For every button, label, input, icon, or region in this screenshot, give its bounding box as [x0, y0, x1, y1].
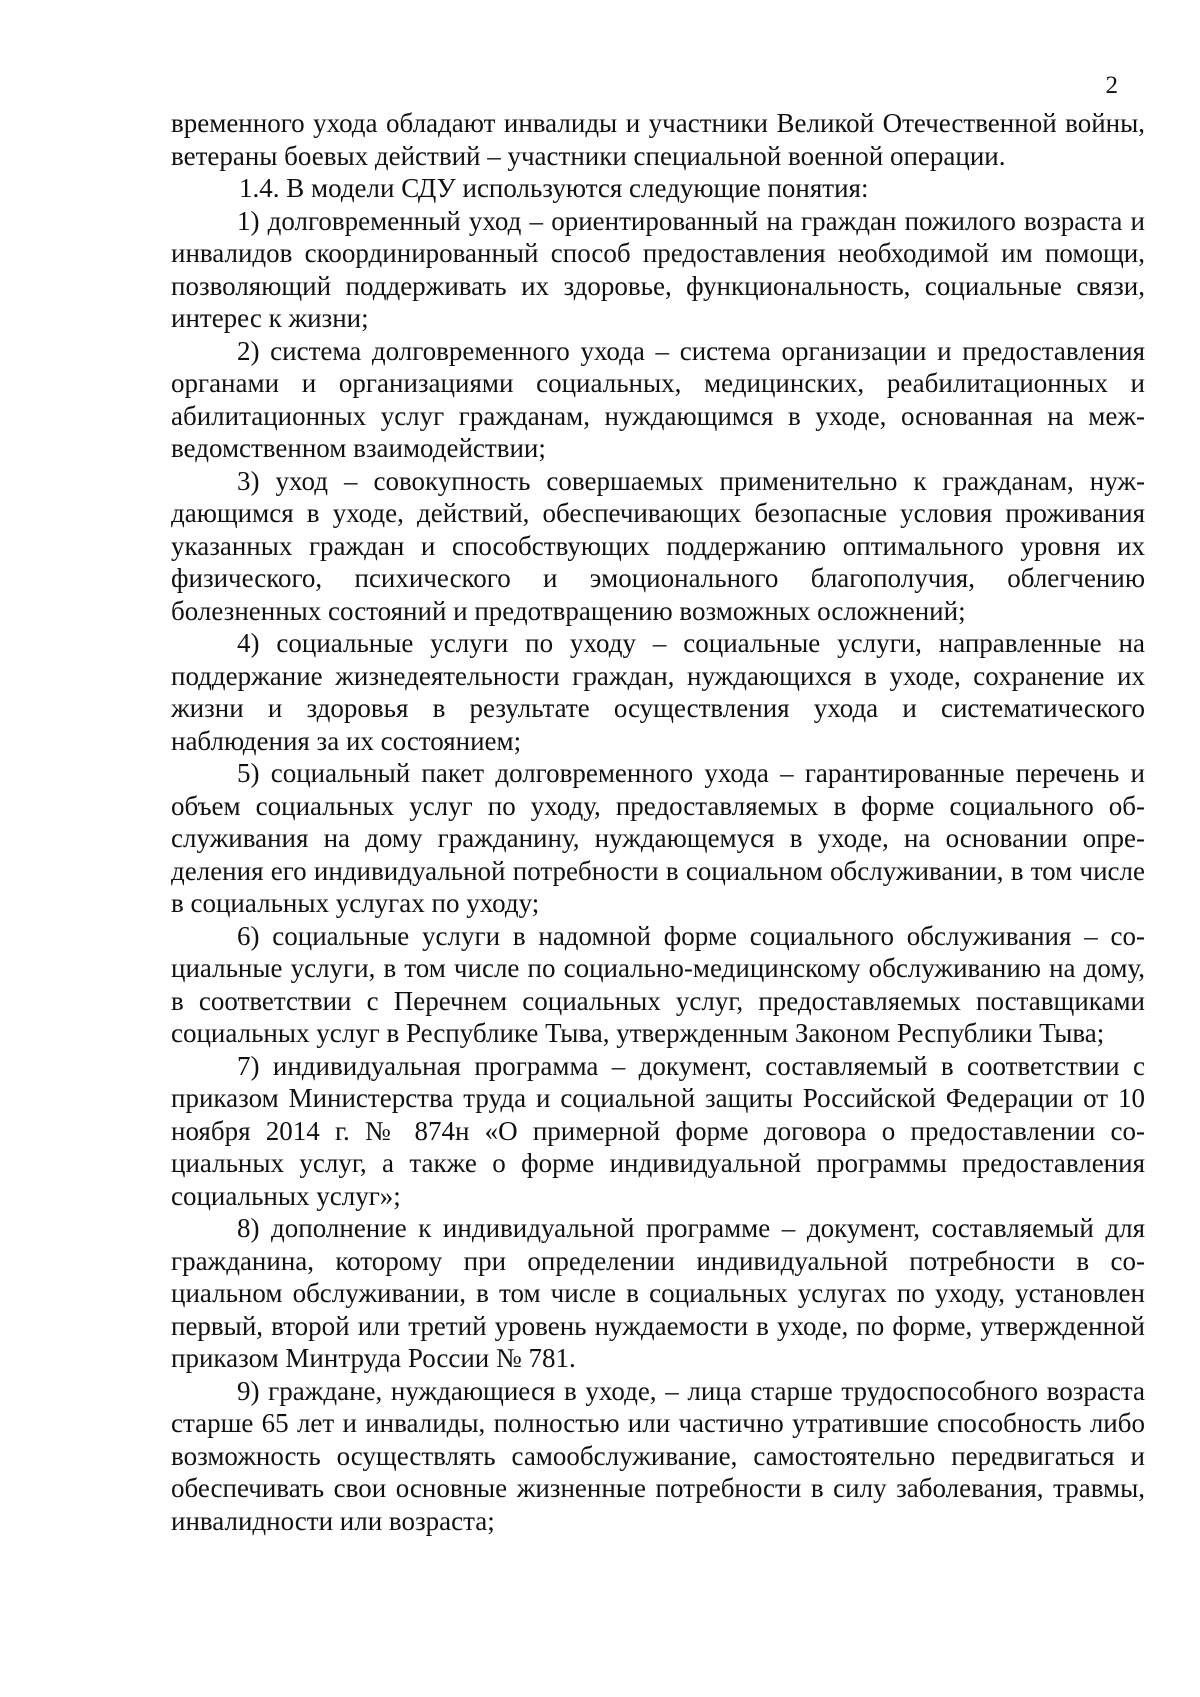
definition-item-5: 5) социальный пакет долговременного ухода – гарантированные перечень и объем социальных услуг по уходу, предоставляемых в форме социального обслуживания на дому гражданину, нуждающемуся в уходе, на основании определения его индивидуальной потребности в социальном обслуживании, в том числе в социальных услугах по уходу; [171, 758, 1145, 918]
definition-item-4: 4) социальные услуги по уходу – социальные услуги, направленные на поддержание жизнедеятельности граждан, нуждающихся в уходе, сохранение их жизни и здоровья в результате осуществления ухода и систематического наблюдения за их состоянием; [171, 628, 1145, 756]
paragraph-continuation: временного ухода обладают инвалиды и участники Великой Отечественной войны, ветераны боевых действий – участники специальной военной операции. [171, 108, 1145, 171]
definition-item-3: 3) уход – совокупность совершаемых применительно к гражданам, нуждающимся в уходе, действий, обеспечивающих безопасные условия проживания указанных граждан и способствующих поддержанию оптимального уровня их физического, психического и эмоционального благополучия, облегчению болезненных состояний и предотвращению возможных осложнений; [171, 465, 1145, 626]
definition-item-8: 8) дополнение к индивидуальной программе – документ, составляемый для гражданина, которому при определении индивидуальной потребности в социальном обслуживании, в том числе в социальных услугах по уходу, установлен первый, второй или третий уровень нуждаемости в уходе, по форме, утвержденной приказом Минтруда России № 781. [171, 1213, 1145, 1373]
definition-item-7: 7) индивидуальная программа – документ, составляемый в соответствии с приказом Министерства труда и социальной защиты Российской Федерации от 10 ноября 2014 г. № 874н «О примерной форме договора о предоставлении социальных услуг, а также о форме индивидуальной программы предоставления социальных услуг»; [171, 1050, 1145, 1211]
definition-item-1: 1) долговременный уход – ориентированный на граждан пожилого возраста и инвалидов скоординированный способ предоставления необходимой им помощи, позволяющий поддерживать их здоровье, функциональность, социальные связи, интерес к жизни; [171, 205, 1145, 333]
page-number: 2 [1105, 72, 1118, 99]
definition-item-9: 9) граждане, нуждающиеся в уходе, – лица старше трудоспособного возраста старше 65 лет и инвалиды, полностью или частично утратившие способность либо возможность осуществлять самообслуживание, самостоятельно передвигаться и обеспечивать свои основные жизненные потребности в силу заболевания, травмы, инвалидности или возраста; [171, 1375, 1145, 1536]
document-body [171, 107, 1145, 1537]
definition-item-2: 2) система долговременного ухода – система организации и предоставления органами и организациями социальных, медицинских, реабилитационных и абилитационных услуг гражданам, нуждающимся в уходе, основанная на межведомственном взаимодействии; [171, 335, 1145, 463]
definition-item-6: 6) социальные услуги в надомной форме социального обслуживания – социальные услуги, в том числе по социально-медицинскому обслуживанию на дому, в соответствии с Перечнем социальных услуг, предоставляемых поставщиками социальных услуг в Республике Тыва, утвержденным Законом Республики Тыва; [171, 920, 1145, 1048]
section-heading-1-4: 1.4. В модели СДУ используются следующие понятия: [239, 173, 869, 203]
